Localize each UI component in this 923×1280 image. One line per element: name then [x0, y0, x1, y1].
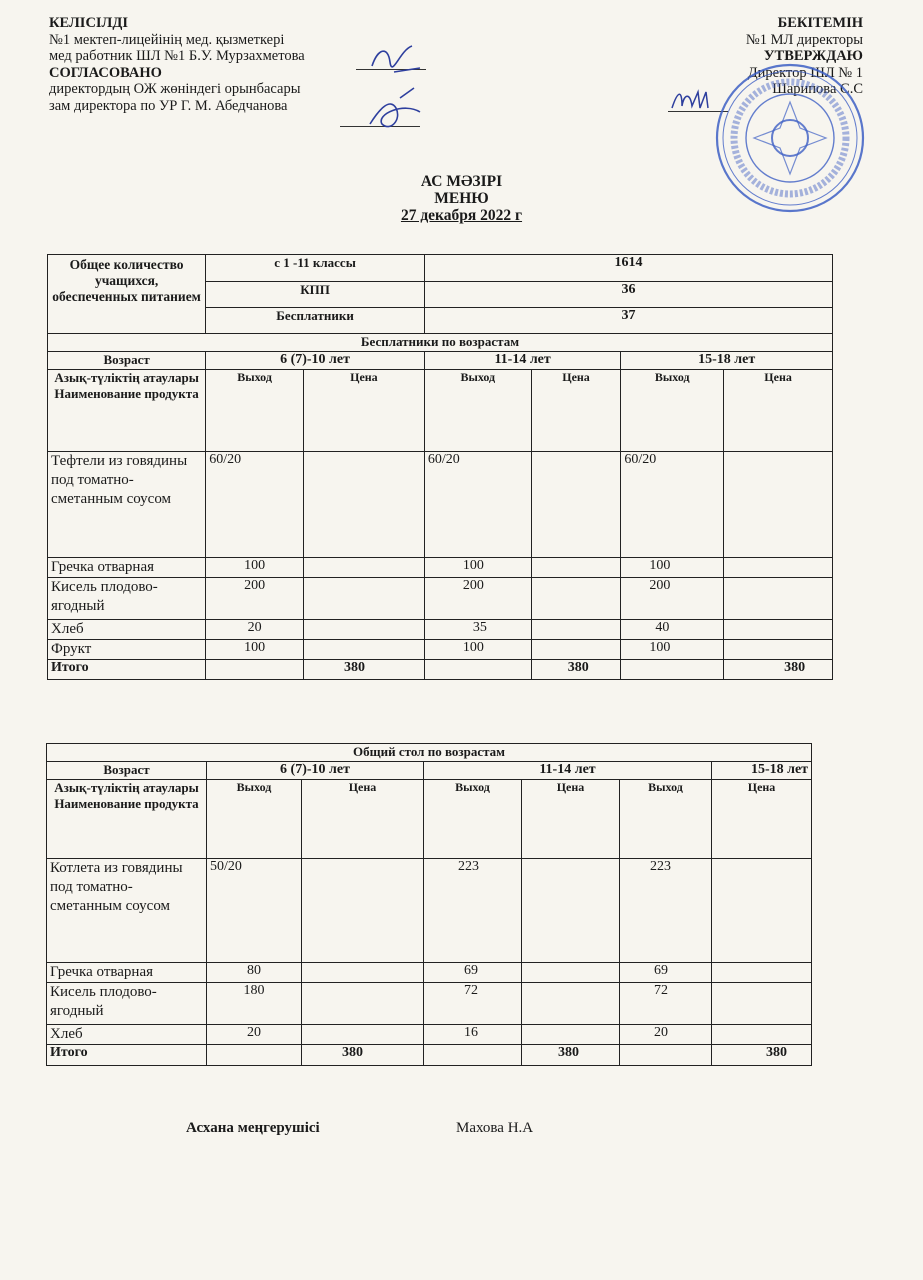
product-name: Тефтели из говядины под томатно-сметанным соусом: [48, 452, 206, 558]
price-cell: [303, 578, 424, 620]
product-header: Азық-түліктің атаулары Наименование продукта: [48, 370, 206, 452]
summary-row-value: 37: [424, 308, 832, 334]
age-group: 6 (7)-10 лет: [206, 352, 425, 370]
out-value: 100: [206, 640, 304, 660]
summary-row-label: Бесплатники: [206, 308, 425, 334]
price-cell: [303, 558, 424, 578]
price-cell: [522, 963, 620, 983]
total-value: 380: [303, 660, 424, 680]
header-left-line4: зам директора по УР Г. М. Абедчанова: [49, 97, 288, 114]
out-value: 100: [621, 558, 724, 578]
out-value: 223: [424, 859, 522, 963]
header-right-line1: №1 МЛ директоры: [745, 31, 863, 48]
price-cell: [724, 558, 833, 578]
out-value: 80: [207, 963, 302, 983]
total-out-cell: [620, 1045, 712, 1066]
header-left-line3: директордың ОЖ жөніндегі орынбасары: [49, 81, 301, 97]
price-cell: [724, 578, 833, 620]
approve-ru-label: УТВЕРЖДАЮ: [763, 48, 863, 64]
section-title: Общий стол по возрастам: [47, 744, 812, 762]
out-value: 69: [424, 963, 522, 983]
product-name: Гречка отварная: [47, 963, 207, 983]
age-group: 6 (7)-10 лет: [207, 762, 424, 780]
agree-kz-label: КЕЛІСІЛДІ: [49, 15, 128, 31]
summary-row-value: 1614: [424, 255, 832, 282]
price-cell: [531, 558, 621, 578]
out-value: 35: [424, 620, 531, 640]
total-value: 380: [724, 660, 833, 680]
price-cell: [712, 963, 812, 983]
price-cell: [522, 1025, 620, 1045]
total-value: 380: [531, 660, 621, 680]
out-value: 180: [207, 983, 302, 1025]
price-cell: [712, 983, 812, 1025]
title-kz: АС МӘЗІРІ: [420, 173, 503, 190]
out-value: 200: [206, 578, 304, 620]
price-cell: [712, 1025, 812, 1045]
product-name: Хлеб: [47, 1025, 207, 1045]
age-group: 11-14 лет: [424, 352, 620, 370]
out-value: 72: [424, 983, 522, 1025]
price-cell: [302, 859, 424, 963]
approve-kz-label: БЕКІТЕМІН: [777, 15, 863, 31]
signature-image: [360, 28, 440, 138]
out-header: Выход: [621, 370, 724, 452]
out-header: Выход: [207, 780, 302, 859]
age-label: Возраст: [48, 352, 206, 370]
product-name: Гречка отварная: [48, 558, 206, 578]
out-value: 100: [424, 558, 531, 578]
summary-row-value: 36: [424, 282, 832, 308]
out-value: 60/20: [424, 452, 531, 558]
out-value: 100: [621, 640, 724, 660]
out-value: 200: [424, 578, 531, 620]
price-cell: [531, 640, 621, 660]
product-name: Кисель плодово-ягодный: [47, 983, 207, 1025]
total-out-cell: [207, 1045, 302, 1066]
price-header: Цена: [302, 780, 424, 859]
price-cell: [303, 620, 424, 640]
out-value: 72: [620, 983, 712, 1025]
title-date: 27 декабря 2022 г: [400, 207, 523, 224]
total-out-cell: [424, 1045, 522, 1066]
summary-row-label: с 1 -11 классы: [206, 255, 425, 282]
age-group: 11-14 лет: [424, 762, 712, 780]
summary-label: Общее количество учащихся, обеспеченных питанием: [48, 255, 206, 334]
summary-row-label: КПП: [206, 282, 425, 308]
out-value: 16: [424, 1025, 522, 1045]
total-value: 380: [302, 1045, 424, 1066]
age-label: Возраст: [47, 762, 207, 780]
header-right-line3: Шарипова С.С: [772, 81, 863, 97]
menu-table-general: [46, 743, 812, 1066]
menu-table-free-meals: [47, 254, 833, 680]
price-cell: [531, 578, 621, 620]
header-left-line1: №1 мектеп-лицейінің мед. қызметкері: [49, 31, 285, 48]
price-cell: [303, 640, 424, 660]
price-cell: [522, 983, 620, 1025]
out-value: 40: [621, 620, 724, 640]
out-value: 20: [207, 1025, 302, 1045]
agree-ru-label: СОГЛАСОВАНО: [49, 64, 162, 81]
out-value: 60/20: [206, 452, 304, 558]
header-left: [49, 15, 305, 114]
section-title: Бесплатники по возрастам: [48, 334, 833, 352]
out-header: Выход: [206, 370, 304, 452]
total-value: 380: [522, 1045, 620, 1066]
out-value: 200: [621, 578, 724, 620]
out-value: 20: [206, 620, 304, 640]
product-name: Кисель плодово-ягодный: [48, 578, 206, 620]
out-value: 100: [424, 640, 531, 660]
out-value: 100: [206, 558, 304, 578]
price-header: Цена: [724, 370, 833, 452]
total-label: Итого: [48, 660, 206, 680]
header-right-line2: Директор ШЛ № 1: [747, 64, 863, 81]
total-out-cell: [206, 660, 304, 680]
price-header: Цена: [303, 370, 424, 452]
price-cell: [712, 859, 812, 963]
out-value: 69: [620, 963, 712, 983]
product-name: Хлеб: [48, 620, 206, 640]
price-cell: [724, 452, 833, 558]
out-header: Выход: [424, 780, 522, 859]
total-out-cell: [424, 660, 531, 680]
header-left-line2: мед работник ШЛ №1 Б.У. Мурзахметова: [49, 48, 305, 64]
price-header: Цена: [712, 780, 812, 859]
title-ru: МЕНЮ: [434, 190, 489, 207]
age-group: 15-18 лет: [712, 762, 812, 780]
product-name: Котлета из говядины под томатно-сметанным соусом: [47, 859, 207, 963]
price-cell: [531, 620, 621, 640]
price-header: Цена: [522, 780, 620, 859]
product-name: Фрукт: [48, 640, 206, 660]
age-group: 15-18 лет: [621, 352, 833, 370]
out-value: 60/20: [621, 452, 724, 558]
price-cell: [724, 640, 833, 660]
price-cell: [303, 452, 424, 558]
out-header: Выход: [424, 370, 531, 452]
out-value: 50/20: [207, 859, 302, 963]
price-cell: [302, 963, 424, 983]
out-value: 223: [620, 859, 712, 963]
price-cell: [522, 859, 620, 963]
total-label: Итого: [47, 1045, 207, 1066]
product-header: Азық-түліктің атаулары Наименование продукта: [47, 780, 207, 859]
price-header: Цена: [531, 370, 621, 452]
price-cell: [302, 1025, 424, 1045]
price-cell: [302, 983, 424, 1025]
total-value: 380: [712, 1045, 812, 1066]
price-cell: [531, 452, 621, 558]
footer-name: Махова Н.А: [456, 1120, 534, 1136]
out-header: Выход: [620, 780, 712, 859]
price-cell: [724, 620, 833, 640]
footer-role: Асхана меңгерушісі: [186, 1120, 320, 1136]
out-value: 20: [620, 1025, 712, 1045]
total-out-cell: [621, 660, 724, 680]
